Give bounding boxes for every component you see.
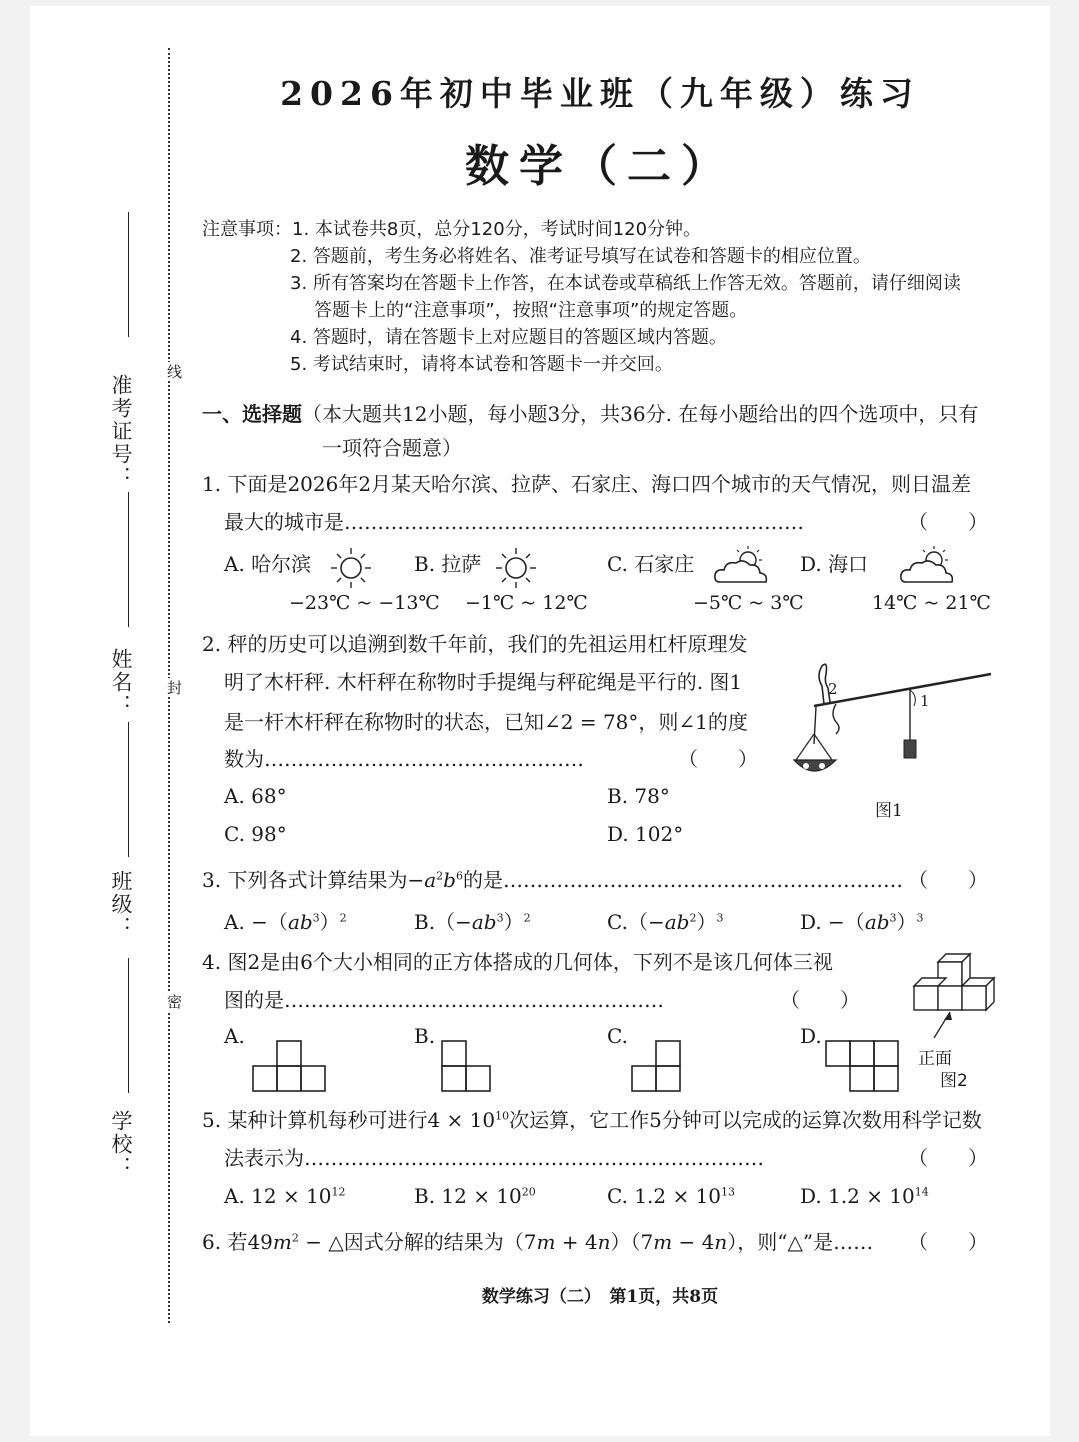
steelyard-figure [786, 656, 996, 786]
cloud-sun-icon [898, 544, 960, 588]
q1-stem-line1: 1. 下面是2026年2月某天哈尔滨、拉萨、石家庄、海口四个城市的天气情况，则日温差 [202, 472, 972, 496]
q2-option-a: A. 68° [224, 784, 287, 808]
q2-stem-line2: 明了木杆秤. 木杆秤在称物时手提绳与秤砣绳是平行的. 图1 [224, 670, 743, 694]
q4-answer-paren[interactable]: （ ） [780, 988, 860, 1012]
q3-option-a: A. $-(ab^3)^2$ [224, 910, 347, 934]
sun-icon [329, 546, 373, 590]
exam-title: 2026年初中毕业班（九年级）练习 [280, 74, 920, 113]
q1-stem-line2: 最大的城市是…………………………………………………………… [224, 510, 804, 534]
q1-answer-paren[interactable]: （ ） [908, 510, 988, 534]
cube-stack-figure [908, 940, 1004, 1045]
q5-answer-paren[interactable]: （ ） [908, 1146, 988, 1170]
q4-stem-line1: 4. 图2是由6个大小相同的正方体搭成的几何体，下列不是该几何体三视 [202, 950, 833, 974]
q5-option-a: A. $12 \times 10^{12}$ [224, 1184, 346, 1208]
note-item: 2. 答题前，考生务必将姓名、准考证号填写在试卷和答题卡的相应位置。 [290, 246, 871, 267]
front-view-label: 正面 [918, 1049, 952, 1069]
q2-option-c: C. 98° [224, 822, 287, 846]
exam-id-underline [128, 212, 129, 337]
q5-stem-line2: 法表示为…………………………………………………………… [224, 1146, 764, 1170]
name-label: 姓名： [109, 648, 133, 717]
seal-secret-char: 密 [165, 994, 183, 1009]
q1-option-b: B. 拉萨 [414, 552, 482, 576]
note-item: 答题卡上的“注意事项”，按照“注意事项”的规定答题。 [314, 300, 748, 321]
q1-temp-d: 14℃ ~ 21℃ [872, 592, 991, 614]
notes-label: 注意事项： [202, 219, 292, 240]
class-label: 班级： [109, 870, 133, 939]
q3-stem: 3. 下列各式计算结果为$-a^2b^6$的是…………………………………………………… [202, 868, 903, 892]
section-desc-line2: 一项符合题意） [322, 436, 462, 460]
exam-subject: 数学（二） [465, 141, 735, 192]
name-underline [128, 492, 129, 627]
q3-answer-paren[interactable]: （ ） [908, 868, 988, 892]
q4-option-c: C. [607, 1024, 628, 1048]
sun-icon [494, 546, 538, 590]
q4-view-c [631, 1040, 683, 1094]
q2-answer-paren[interactable]: （ ） [678, 747, 758, 771]
q2-option-b: B. 78° [607, 784, 670, 808]
q2-stem-line1: 2. 秤的历史可以追溯到数千年前，我们的先祖运用杠杆原理发 [202, 632, 748, 656]
figure1-caption: 图1 [875, 801, 903, 821]
q3-option-c: $C.(-ab^2)^3$ [607, 910, 724, 934]
q4-option-b: B. [414, 1024, 436, 1048]
page-footer: 数学练习（二） 第1页，共8页 [481, 1287, 719, 1307]
note-item: 5. 考试结束时，请将本试卷和答题卡一并交回。 [290, 354, 673, 375]
figure2-caption: 图2 [940, 1071, 968, 1091]
cloud-sun-icon [712, 544, 774, 588]
note-item: 1. 本试卷共8页，总分120分，考试时间120分钟。 [292, 219, 702, 240]
q3-option-b: $B.(-ab^3)^2$ [414, 910, 531, 934]
q2-stem-line4: 数为………………………………………… [224, 747, 584, 771]
q5-option-c: C. $1.2 \times 10^{13}$ [607, 1184, 736, 1208]
q4-view-d [825, 1040, 901, 1094]
exam-id-label: 准考证号： [109, 374, 133, 489]
seal-line-char: 线 [165, 364, 183, 379]
seal-seal-char: 封 [165, 680, 183, 695]
q4-view-a [252, 1040, 328, 1094]
q6-answer-paren[interactable]: （ ） [908, 1230, 988, 1254]
q1-option-a: A. 哈尔滨 [224, 552, 312, 576]
q1-temp-c: −5℃ ~ 3℃ [693, 592, 804, 614]
school-underline [128, 958, 129, 1093]
q2-stem-line3: 是一杆木杆秤在称物时的状态，已知∠2 = 78°，则∠1的度 [224, 710, 748, 734]
q2-option-d: D. 102° [607, 822, 684, 846]
q1-option-d: D. 海口 [800, 552, 869, 576]
angle-1-label: 1 [920, 692, 930, 710]
q6-stem: 6. 若$49m^2$ − △因式分解的结果为（7m + 4n）（7m − 4n），则“△”是…… [202, 1230, 874, 1254]
q4-view-b [441, 1040, 493, 1094]
angle-2-label: 2 [828, 680, 838, 698]
q5-option-b: B. $12 \times 10^{20}$ [414, 1184, 536, 1208]
q4-option-d: D. [800, 1024, 822, 1048]
q3-option-d: D. $-(ab^3)^3$ [800, 910, 924, 934]
school-label: 学校： [109, 1110, 133, 1179]
class-underline [128, 722, 129, 857]
q1-temp-a: −23℃ ~ −13℃ [289, 592, 440, 614]
q5-option-d: D. $1.2 \times 10^{14}$ [800, 1184, 929, 1208]
notes-block [202, 216, 961, 378]
note-item: 3. 所有答案均在答题卡上作答，在本试卷或草稿纸上作答无效。答题前，请仔细阅读 [290, 273, 961, 294]
section-heading: 一、选择题（本大题共12小题，每小题3分，共36分. 在每小题给出的四个选项中，只有 [202, 402, 979, 426]
note-item: 4. 答题时，请在答题卡上对应题目的答题区域内答题。 [290, 327, 727, 348]
q4-option-a: A. [224, 1024, 245, 1048]
q1-option-c: C. 石家庄 [607, 552, 695, 576]
q1-temp-b: −1℃ ~ 12℃ [465, 592, 588, 614]
q4-stem-line2: 图的是………………………………………………… [224, 988, 664, 1012]
q5-stem-line1: 5. 某种计算机每秒可进行$4 \times 10^{10}$次运算，它工作5分钟可以完成的运算次数用科学记数 [202, 1108, 982, 1132]
